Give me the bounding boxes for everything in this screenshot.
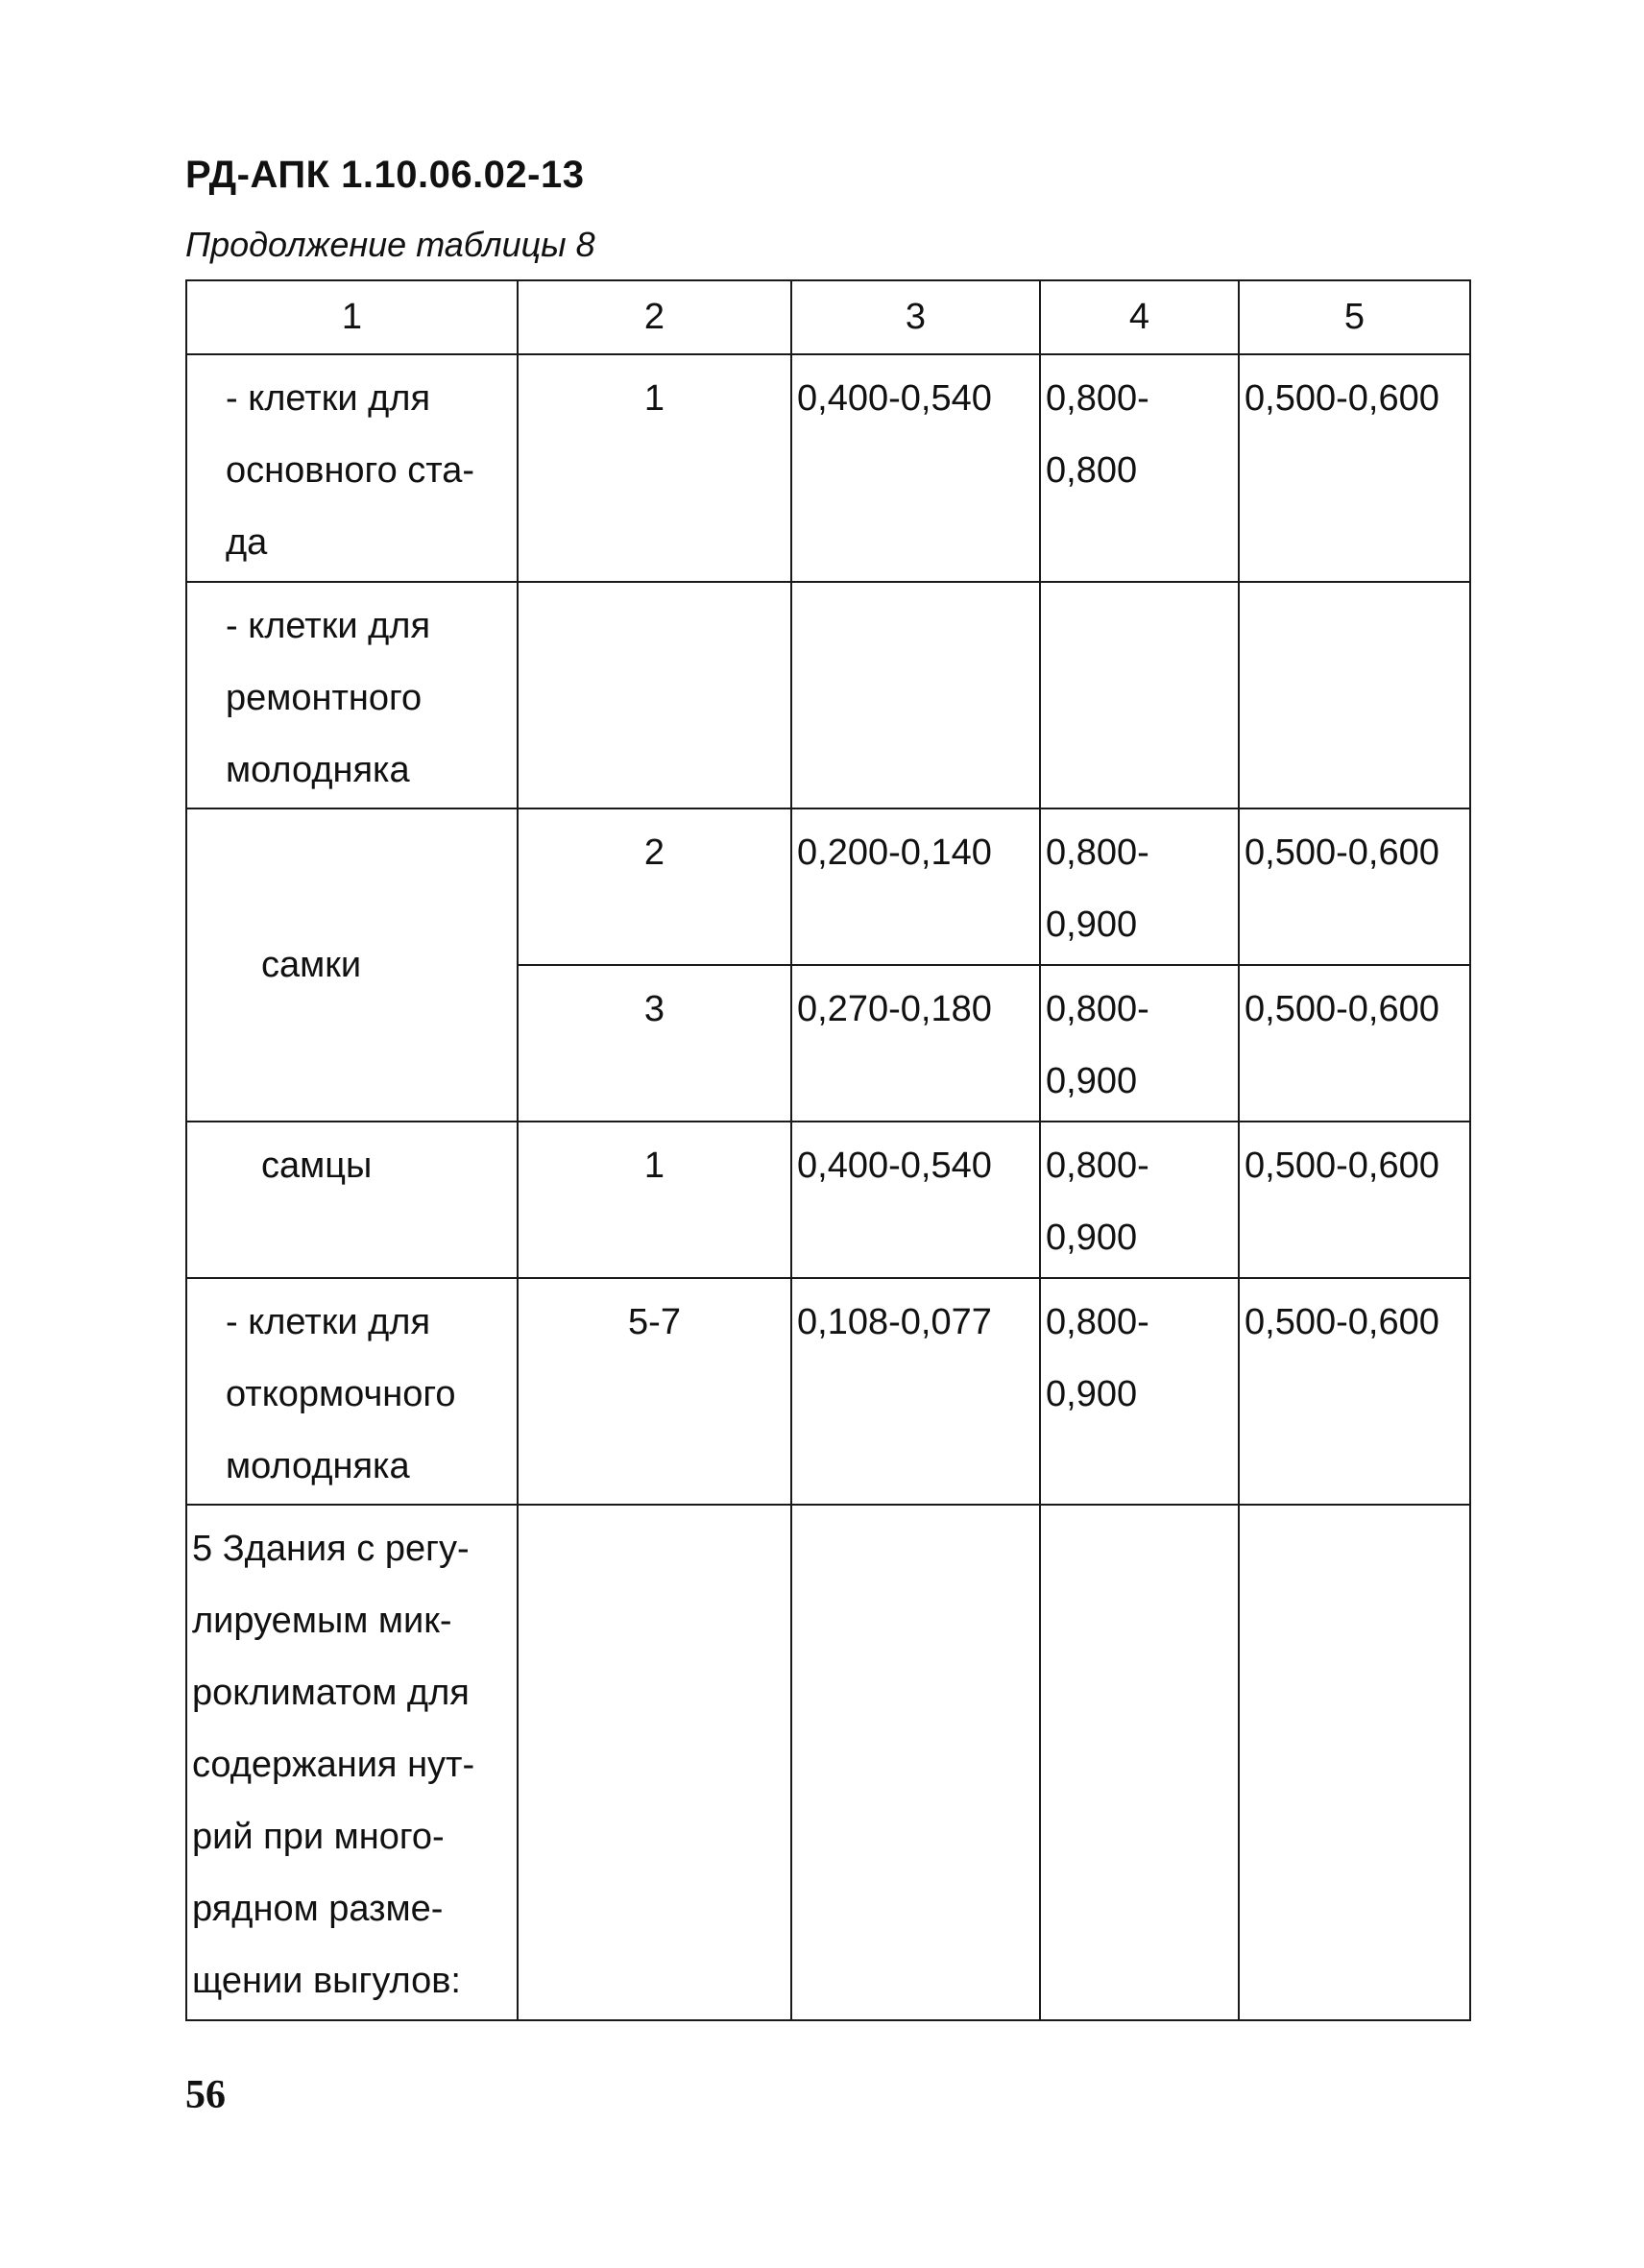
norms-table <box>185 279 1471 2021</box>
row-label-line: да <box>226 522 268 563</box>
row-label-line: рий при много- <box>192 1817 445 1857</box>
column-header: 4 <box>1040 280 1239 354</box>
row-label-cell <box>186 1278 518 1505</box>
cell-line: 0,800- <box>1046 1146 1149 1186</box>
table-cell <box>1239 582 1470 808</box>
table-row <box>186 808 1470 965</box>
column-header: 2 <box>518 280 791 354</box>
table-cell <box>1239 1505 1470 2020</box>
row-label-line: 5 Здания с регу- <box>192 1529 470 1569</box>
column-header: 1 <box>186 280 518 354</box>
row-label-line: содержания нут- <box>192 1745 475 1785</box>
table-cell: 1 <box>518 354 791 582</box>
row-label-line: щении выгулов: <box>192 1961 461 2001</box>
row-label-line: ремонтного <box>226 678 423 718</box>
table-cell <box>1040 1505 1239 2020</box>
table-cell: 0,200-0,140 <box>791 808 1040 965</box>
row-label-cell: самцы <box>186 1122 518 1278</box>
table-cell: 2 <box>518 808 791 965</box>
table-cell <box>1040 965 1239 1122</box>
cell-line: 0,800- <box>1046 378 1149 419</box>
row-label-line: роклиматом для <box>192 1673 470 1713</box>
table-header-row <box>186 280 1470 354</box>
row-label-line: - клетки для <box>226 378 431 419</box>
table-cell <box>1040 354 1239 582</box>
table-cell: 0,500-0,600 <box>1239 1122 1470 1278</box>
row-label-line: - клетки для <box>226 1302 431 1342</box>
cell-line: 0,800- <box>1046 832 1149 873</box>
table-cell <box>1040 1122 1239 1278</box>
table-cell <box>1040 808 1239 965</box>
table-cell <box>518 1505 791 2020</box>
table-row <box>186 1278 1470 1505</box>
table-caption: Продолжение таблицы 8 <box>185 225 595 264</box>
cell-line: 0,800- <box>1046 1302 1149 1342</box>
table-cell: 0,500-0,600 <box>1239 808 1470 965</box>
table-cell <box>791 582 1040 808</box>
row-label-line: молодняка <box>226 1446 410 1486</box>
cell-line: 0,900 <box>1046 1374 1138 1414</box>
table-cell: 0,400-0,540 <box>791 354 1040 582</box>
table-cell: 0,400-0,540 <box>791 1122 1040 1278</box>
table-cell: 0,500-0,600 <box>1239 354 1470 582</box>
document-code: РД-АПК 1.10.06.02-13 <box>185 154 585 196</box>
row-label-line: рядном разме- <box>192 1889 444 1929</box>
cell-line: 0,900 <box>1046 905 1138 945</box>
row-label-line: основного ста- <box>226 450 475 491</box>
table-cell <box>1040 1278 1239 1505</box>
column-header: 3 <box>791 280 1040 354</box>
cell-line: 0,900 <box>1046 1061 1138 1101</box>
row-label-line: молодняка <box>226 750 410 790</box>
row-label-cell <box>186 1505 518 2020</box>
table-cell: 1 <box>518 1122 791 1278</box>
page-number: 56 <box>185 2073 226 2117</box>
table-cell <box>791 1505 1040 2020</box>
row-label-line: откормочного <box>226 1374 456 1414</box>
table-cell: 0,270-0,180 <box>791 965 1040 1122</box>
cell-line: 0,900 <box>1046 1218 1138 1258</box>
table-cell: 5-7 <box>518 1278 791 1505</box>
cell-line: 0,800- <box>1046 989 1149 1029</box>
row-label-line: лируемым мик- <box>192 1601 452 1641</box>
table-cell <box>1040 582 1239 808</box>
table-row <box>186 354 1470 582</box>
table-row <box>186 582 1470 808</box>
table-row <box>186 1505 1470 2020</box>
row-label-cell <box>186 582 518 808</box>
table-cell: 3 <box>518 965 791 1122</box>
table-cell: 0,500-0,600 <box>1239 965 1470 1122</box>
cell-line: 0,800 <box>1046 450 1138 491</box>
row-label-cell <box>186 354 518 582</box>
table-row <box>186 1122 1470 1278</box>
table-cell: 0,108-0,077 <box>791 1278 1040 1505</box>
row-label-line: - клетки для <box>226 606 431 646</box>
column-header: 5 <box>1239 280 1470 354</box>
table-cell: 0,500-0,600 <box>1239 1278 1470 1505</box>
table-cell <box>518 582 791 808</box>
row-label-cell: самки <box>186 808 518 1122</box>
